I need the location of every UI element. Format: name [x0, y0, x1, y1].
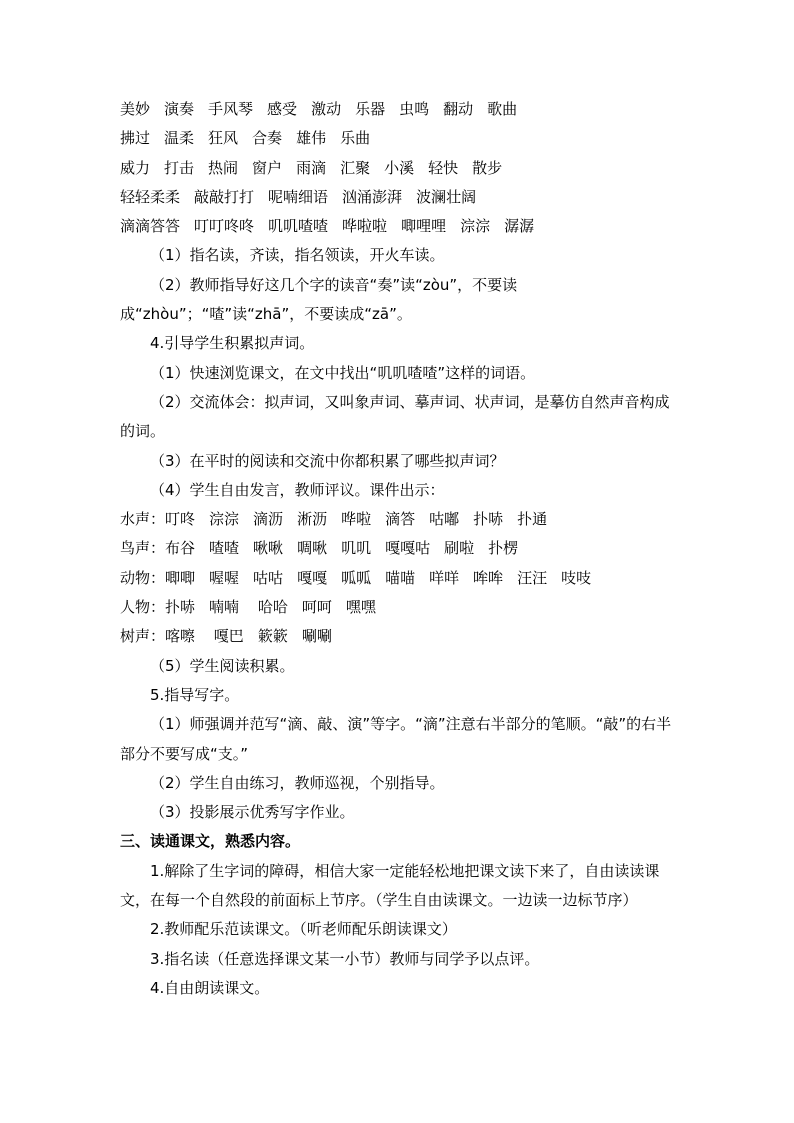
word: 唧哩哩 — [401, 217, 447, 236]
paragraph: （3）投影展示优秀写字作业。 — [150, 803, 355, 822]
word: 扑哧 — [165, 598, 196, 617]
category-label: 鸟声： — [120, 539, 166, 558]
word: 叽叽 — [341, 539, 372, 558]
word: 拂过 — [120, 129, 151, 148]
paragraph: 2.教师配乐范读课文。（听老师配乐朗读课文） — [150, 920, 457, 939]
word: 吱吱 — [561, 568, 592, 587]
word: 打击 — [164, 158, 195, 177]
word: 嘎嘎咕 — [385, 539, 431, 558]
word: 叮咚 — [165, 510, 196, 529]
category-row-water — [120, 505, 676, 534]
paragraph: （5）学生阅读积累。 — [150, 656, 295, 675]
word: 唧唧 — [165, 568, 196, 587]
word: 嘎嘎 — [297, 568, 328, 587]
word: 合奏 — [252, 129, 283, 148]
word: 淙淙 — [209, 510, 240, 529]
word: 温柔 — [164, 129, 195, 148]
paragraph: （2）学生自由练习，教师巡视，个别指导。 — [150, 773, 445, 792]
word: 美妙 — [120, 100, 151, 118]
word: 扑通 — [517, 510, 548, 529]
word: 乐器 — [355, 100, 386, 118]
word: 窗户 — [252, 158, 283, 177]
word: 狂风 — [208, 129, 239, 148]
word: 歌曲 — [487, 100, 518, 118]
word: 波澜壮阔 — [416, 187, 477, 206]
word: 汪汪 — [517, 568, 548, 587]
word: 布谷 — [165, 539, 196, 558]
paragraph: （4）学生自由发言，教师评议。课件出示： — [150, 480, 445, 499]
word: 威力 — [120, 158, 151, 177]
word: 哞哞 — [473, 568, 504, 587]
word: 咕咕 — [253, 568, 284, 587]
word: 呵呵 — [301, 598, 332, 617]
word: 激动 — [311, 100, 342, 118]
word: 哈哈 — [253, 598, 288, 617]
word: 哗啦啦 — [342, 217, 388, 236]
word: 虫鸣 — [399, 100, 430, 118]
category-label: 动物： — [120, 568, 166, 587]
paragraph: 3.指名读（任意选择课文某一小节）教师与同学予以点评。 — [150, 949, 540, 968]
word: 喀嚓 — [165, 627, 196, 646]
word-row-3 — [120, 154, 676, 183]
word: 滴滴答答 — [120, 217, 181, 236]
word: 翻动 — [443, 100, 474, 118]
word: 汹涌澎湃 — [342, 187, 403, 206]
heading-step-4: 4.引导学生积累拟声词。 — [150, 334, 315, 353]
word: 哗啦 — [341, 510, 372, 529]
word: 叮叮咚咚 — [194, 217, 255, 236]
word: 嘿嘿 — [345, 598, 376, 617]
word: 轻轻柔柔 — [120, 187, 181, 206]
word: 滴答 — [385, 510, 416, 529]
word: 扑楞 — [488, 539, 519, 558]
paragraph: （2）交流体会：拟声词，又叫象声词、摹声词、状声词，是摹仿自然声音构成的词。 — [120, 392, 670, 441]
word: 乐曲 — [340, 129, 371, 148]
word-row-4 — [120, 183, 676, 212]
paragraph: （3）在平时的阅读和交流中你都积累了哪些拟声词？ — [150, 451, 505, 470]
paragraph: （1）指名读，齐读，指名领读，开火车读。 — [150, 246, 445, 265]
category-row-bird — [120, 534, 676, 563]
word: 轻快 — [428, 158, 459, 177]
word: 雨滴 — [296, 158, 327, 177]
word: 叽叽喳喳 — [268, 217, 329, 236]
word: 汇聚 — [340, 158, 371, 177]
word-row-1 — [120, 95, 676, 124]
word: 感受 — [267, 100, 298, 118]
word: 敲敲打打 — [194, 187, 255, 206]
word: 热闹 — [208, 158, 239, 177]
word: 演奏 — [164, 100, 195, 118]
word: 嘎巴 — [209, 627, 244, 646]
word: 刷啦 — [444, 539, 475, 558]
word: 喔喔 — [209, 568, 240, 587]
word: 咩咩 — [429, 568, 460, 587]
word-row-5 — [120, 212, 676, 241]
word: 淙淙 — [460, 217, 491, 236]
heading-step-5: 5.指导写字。 — [150, 685, 240, 704]
category-row-animal — [120, 564, 676, 593]
word: 淅沥 — [297, 510, 328, 529]
word: 手风琴 — [208, 100, 254, 118]
category-row-tree — [120, 622, 676, 651]
word: 咕嘟 — [429, 510, 460, 529]
section-heading: 三、读通课文，熟悉内容。 — [120, 832, 301, 851]
word: 呱呱 — [341, 568, 372, 587]
category-label: 水声： — [120, 510, 166, 529]
category-label: 人物： — [120, 598, 166, 617]
word: 滴沥 — [253, 510, 284, 529]
paragraph: （1）快速浏览课文，在文中找出“叽叽喳喳”这样的词语。 — [150, 363, 536, 382]
word: 潺潺 — [504, 217, 535, 236]
category-row-people — [120, 593, 676, 622]
word: 散步 — [472, 158, 503, 177]
category-label: 树声： — [120, 627, 166, 646]
paragraph: 4.自由朗读课文。 — [150, 978, 270, 997]
word: 呢喃细语 — [268, 187, 329, 206]
word: 喵喵 — [385, 568, 416, 587]
paragraph: （1）师强调并范写“滴、敲、演”等字。“滴”注意右半部分的笔顺。“敲”的右半部分不要写成“支。” — [120, 715, 672, 763]
word: 啾啾 — [253, 539, 284, 558]
word: 啁啾 — [297, 539, 328, 558]
paragraph: 1.解除了生字词的障碍，相信大家一定能轻松地把课文读下来了，自由读读课文，在每一个自然段的前面标上节序。（学生自由读课文。一边读一边标节序） — [120, 861, 660, 910]
word: 小溪 — [384, 158, 415, 177]
document-page — [0, 95, 794, 1003]
word: 扑哧 — [473, 510, 504, 529]
word-row-2 — [120, 124, 676, 153]
word: 雄伟 — [296, 129, 327, 148]
word: 喳喳 — [209, 539, 240, 558]
word: 唰唰 — [301, 627, 332, 646]
paragraph: （2）教师指导好这几个字的读音“奏”读“zòu”，不要读成“zhòu”；“喳”读“zhā”，不要读成“zā”。 — [120, 275, 518, 324]
word: 喃喃 — [209, 598, 240, 617]
word: 簌簌 — [257, 627, 288, 646]
